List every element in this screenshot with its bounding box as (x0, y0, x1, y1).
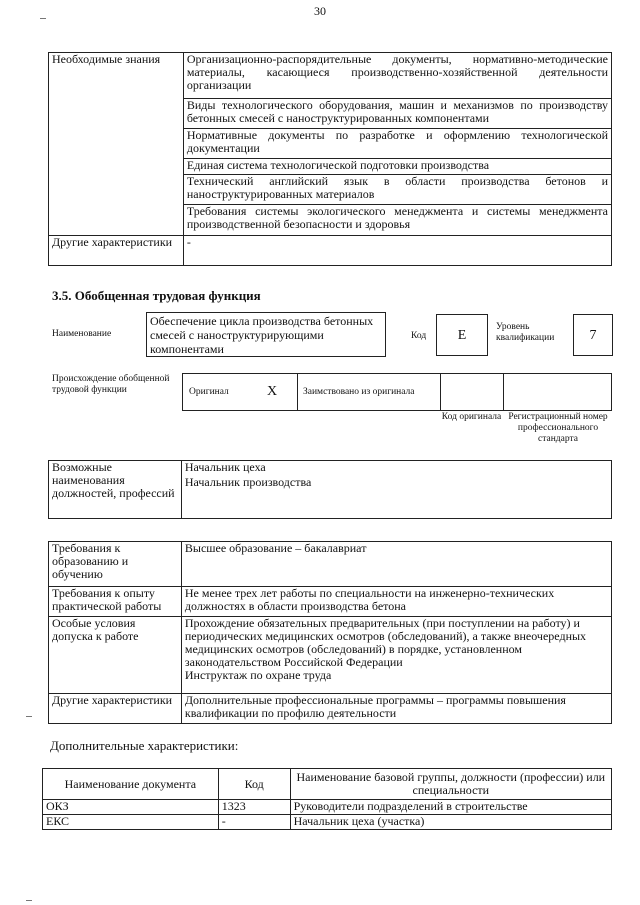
requirement-value-extra: Инструктаж по охране труда (184, 668, 332, 682)
requirement-label: Требования к образованию и обучению (49, 542, 182, 587)
requirement-value: Дополнительные профессиональные программы – программы повышения квалификации по профилю деятельности (181, 694, 611, 724)
page-number: 30 (314, 4, 326, 18)
position-item: Начальник цеха (184, 460, 266, 474)
name-label: Наименование (52, 329, 112, 339)
original-checkmark: X (267, 384, 278, 399)
function-code: E (436, 314, 488, 356)
qualification-level: 7 (573, 314, 613, 356)
table-cell: ЕКС (43, 815, 219, 830)
knowledge-item: Технический английский язык в области производства бетонов и наноструктурированных материалов (183, 175, 611, 205)
divider (297, 373, 298, 411)
positions-table (48, 460, 612, 519)
level-label: Уровень квалификации (496, 322, 555, 343)
borrowed-label: Заимствовано из оригинала (303, 387, 415, 397)
requirement-value: Прохождение обязательных предварительных (при поступлении на работу) и периодических медицинских осмотров (обследований), а также внеочередных медицинских осмотров (обследований) в порядке, установленном законодательством Российской Федерации (184, 616, 587, 669)
origin-label: Происхождение обобщенной трудовой функции (52, 374, 170, 395)
requirement-label: Особые условия допуска к работе (49, 617, 182, 694)
knowledge-label: Необходимые знания (49, 53, 184, 236)
requirement-value: Не менее трех лет работы по специальности на инженерно-технических должностях в области производства бетона (181, 587, 611, 617)
other-label: Другие характеристики (49, 236, 184, 266)
table-cell: Руководители подразделений в строительстве (290, 800, 611, 815)
requirement-value: Высшее образование – бакалавриат (181, 542, 611, 587)
section-title: 3.5. Обобщенная трудовая функция (52, 288, 261, 303)
knowledge-item: Единая система технологической подготовки производства (183, 159, 611, 175)
knowledge-item: Организационно-распорядительные документы, нормативно-методические материалы, касающиеся производственно-хозяйственной деятельности организации (183, 53, 611, 99)
table-cell: ОКЗ (43, 800, 219, 815)
knowledge-table (48, 52, 612, 266)
knowledge-item: Требования системы экологического менеджмента и системы менеджмента производственной безопасности и здоровья (183, 205, 611, 236)
header-group: Наименование базовой группы, должности (профессии) или специальности (290, 769, 611, 800)
knowledge-item: Виды технологического оборудования, машин и механизмов по производству бетонных смесей с наноструктурированных компонентами (183, 99, 611, 129)
positions-label: Возможные наименования должностей, профессий (49, 461, 182, 519)
divider (503, 373, 504, 411)
scan-mark (26, 716, 32, 717)
code-label: Код (411, 331, 427, 341)
requirement-label: Другие характеристики (49, 694, 182, 724)
documents-table (42, 768, 612, 830)
table-cell: - (218, 815, 290, 830)
registration-number-caption: Регистрационный номер профессионального стандарта (508, 412, 608, 444)
function-name: Обеспечение цикла производства бетонных смесей с наноструктурирующими компонентами (146, 312, 386, 357)
requirements-table (48, 541, 612, 724)
additional-title: Дополнительные характеристики: (50, 738, 239, 753)
knowledge-item: Нормативные документы по разработке и оформлению технологической документации (183, 129, 611, 159)
header-document: Наименование документа (43, 769, 219, 800)
requirement-label: Требования к опыту практической работы (49, 587, 182, 617)
table-cell: 1323 (218, 800, 290, 815)
header-code: Код (218, 769, 290, 800)
position-item: Начальник производства (184, 475, 312, 489)
original-label: Оригинал (189, 387, 229, 397)
divider (440, 373, 441, 411)
scan-mark (26, 900, 32, 901)
table-cell: Начальник цеха (участка) (290, 815, 611, 830)
original-code-caption: Код оригинала (441, 412, 502, 422)
other-value: - (183, 236, 611, 266)
